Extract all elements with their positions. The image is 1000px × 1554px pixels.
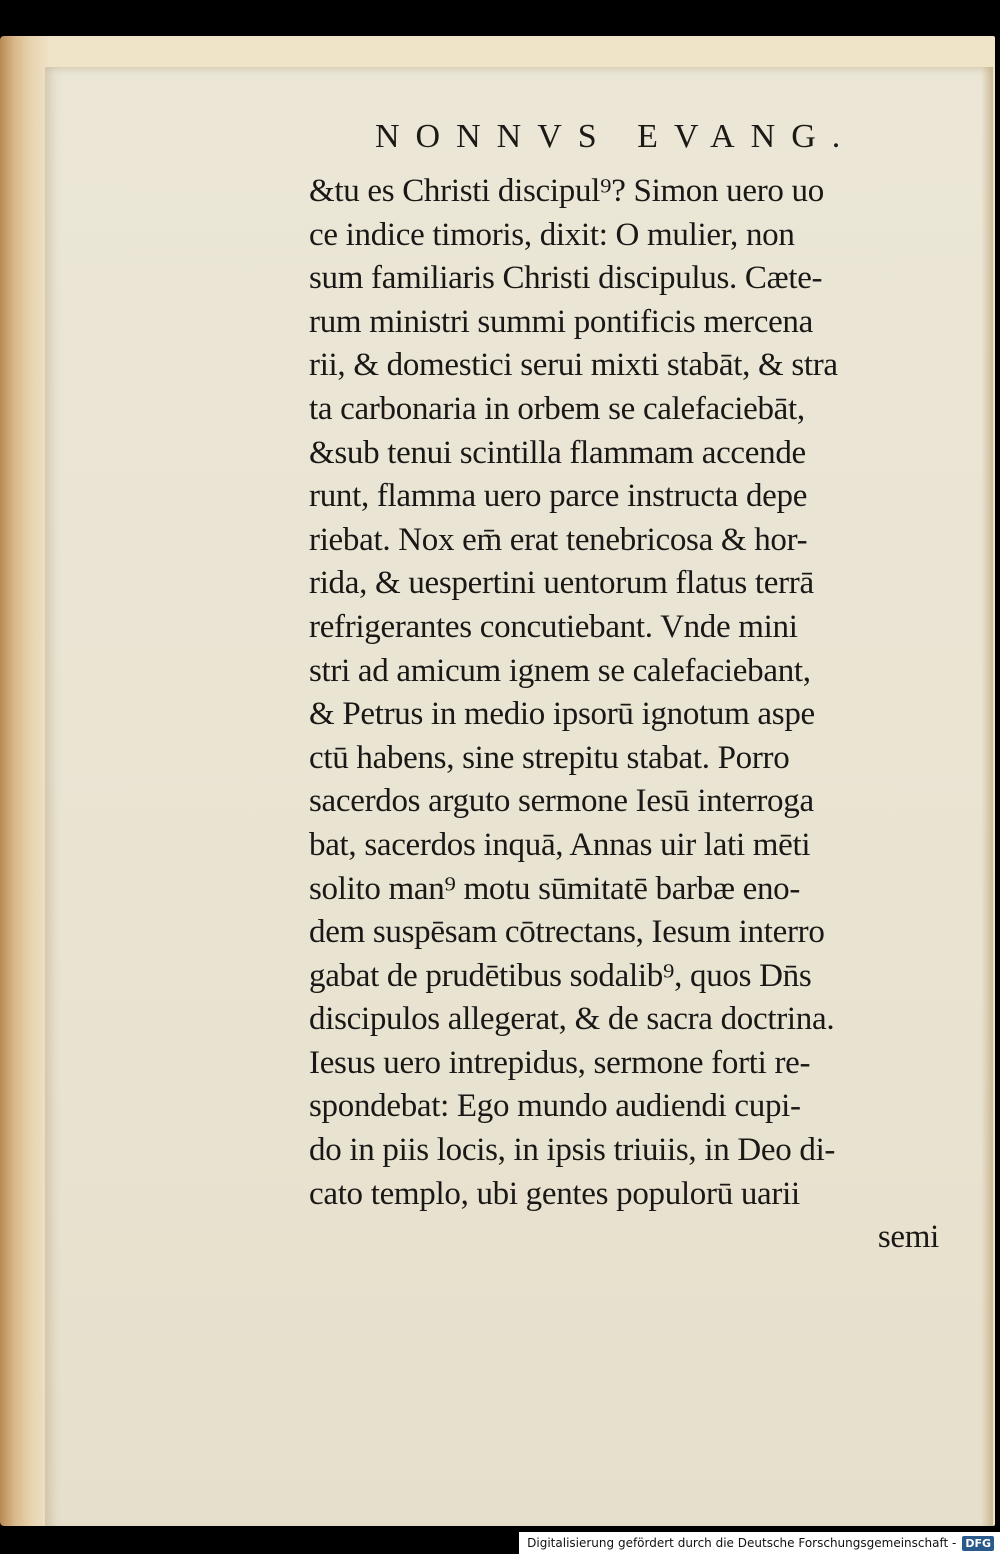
text-line: Iesus uero intrepidus, sermone forti re-	[309, 1044, 811, 1081]
text-line: rida, & uespertini uentorum flatus terrā	[309, 565, 814, 602]
catchword: semi	[877, 1219, 939, 1256]
text-line: refrigerantes concutiebant. Vnde mini	[309, 608, 798, 645]
text-line: sacerdos arguto sermone Iesū interroga	[309, 783, 814, 820]
text-line: ta carbonaria in orbem se calefaciebāt,	[309, 390, 805, 427]
text-line: & Petrus in medio ipsorū ignotum aspe	[309, 696, 815, 733]
text-line: gabat de prudētibus sodalib⁹, quos Dn̄s	[309, 957, 812, 994]
funding-credit	[519, 1532, 1000, 1554]
footer-bar	[0, 1526, 1000, 1554]
text-line: stri ad amicum ignem se calefaciebant,	[309, 652, 811, 689]
text-line: riebat. Nox em̄ erat tenebricosa & hor-	[309, 521, 808, 558]
text-line: rii, & domestici serui mixti stabāt, & stra	[309, 347, 838, 384]
text-line: cato templo, ubi gentes populorū uarii	[309, 1175, 800, 1212]
running-head: NONNVS EVANG.	[375, 118, 857, 155]
text-line: &sub tenui scintilla flammam accende	[309, 434, 806, 471]
text-line: &tu es Christi discipul⁹? Simon uero uo	[309, 173, 824, 209]
dfg-logo: DFG	[962, 1536, 994, 1551]
text-line: dem suspēsam cōtrectans, Iesum interro	[309, 914, 825, 951]
text-line: runt, flamma uero parce instructa depe	[309, 478, 808, 515]
text-line: bat, sacerdos inquā, Annas uir lati mēti	[309, 826, 811, 863]
text-line: ce indice timoris, dixit: O mulier, non	[309, 216, 795, 253]
text-line: rum ministri summi pontificis mercena	[309, 303, 813, 340]
text-block	[309, 170, 949, 1260]
text-line: do in piis locis, in ipsis triuiis, in Deo di-	[309, 1132, 836, 1169]
text-line: sum familiaris Christi discipulus. Cæte-	[309, 260, 823, 297]
text-line: discipulos allegerat, & de sacra doctrina.	[309, 1001, 835, 1038]
funding-note: Digitalisierung gefördert durch die Deutsche Forschungsgemeinschaft -	[527, 1536, 957, 1550]
text-line: ctū habens, sine strepitu stabat. Porro	[309, 739, 790, 776]
page-edge	[981, 67, 993, 1532]
text-line: spondebat: Ego mundo audiendi cupi-	[309, 1088, 801, 1125]
text-line: solito man⁹ motu sūmitatē barbæ eno-	[309, 870, 801, 907]
